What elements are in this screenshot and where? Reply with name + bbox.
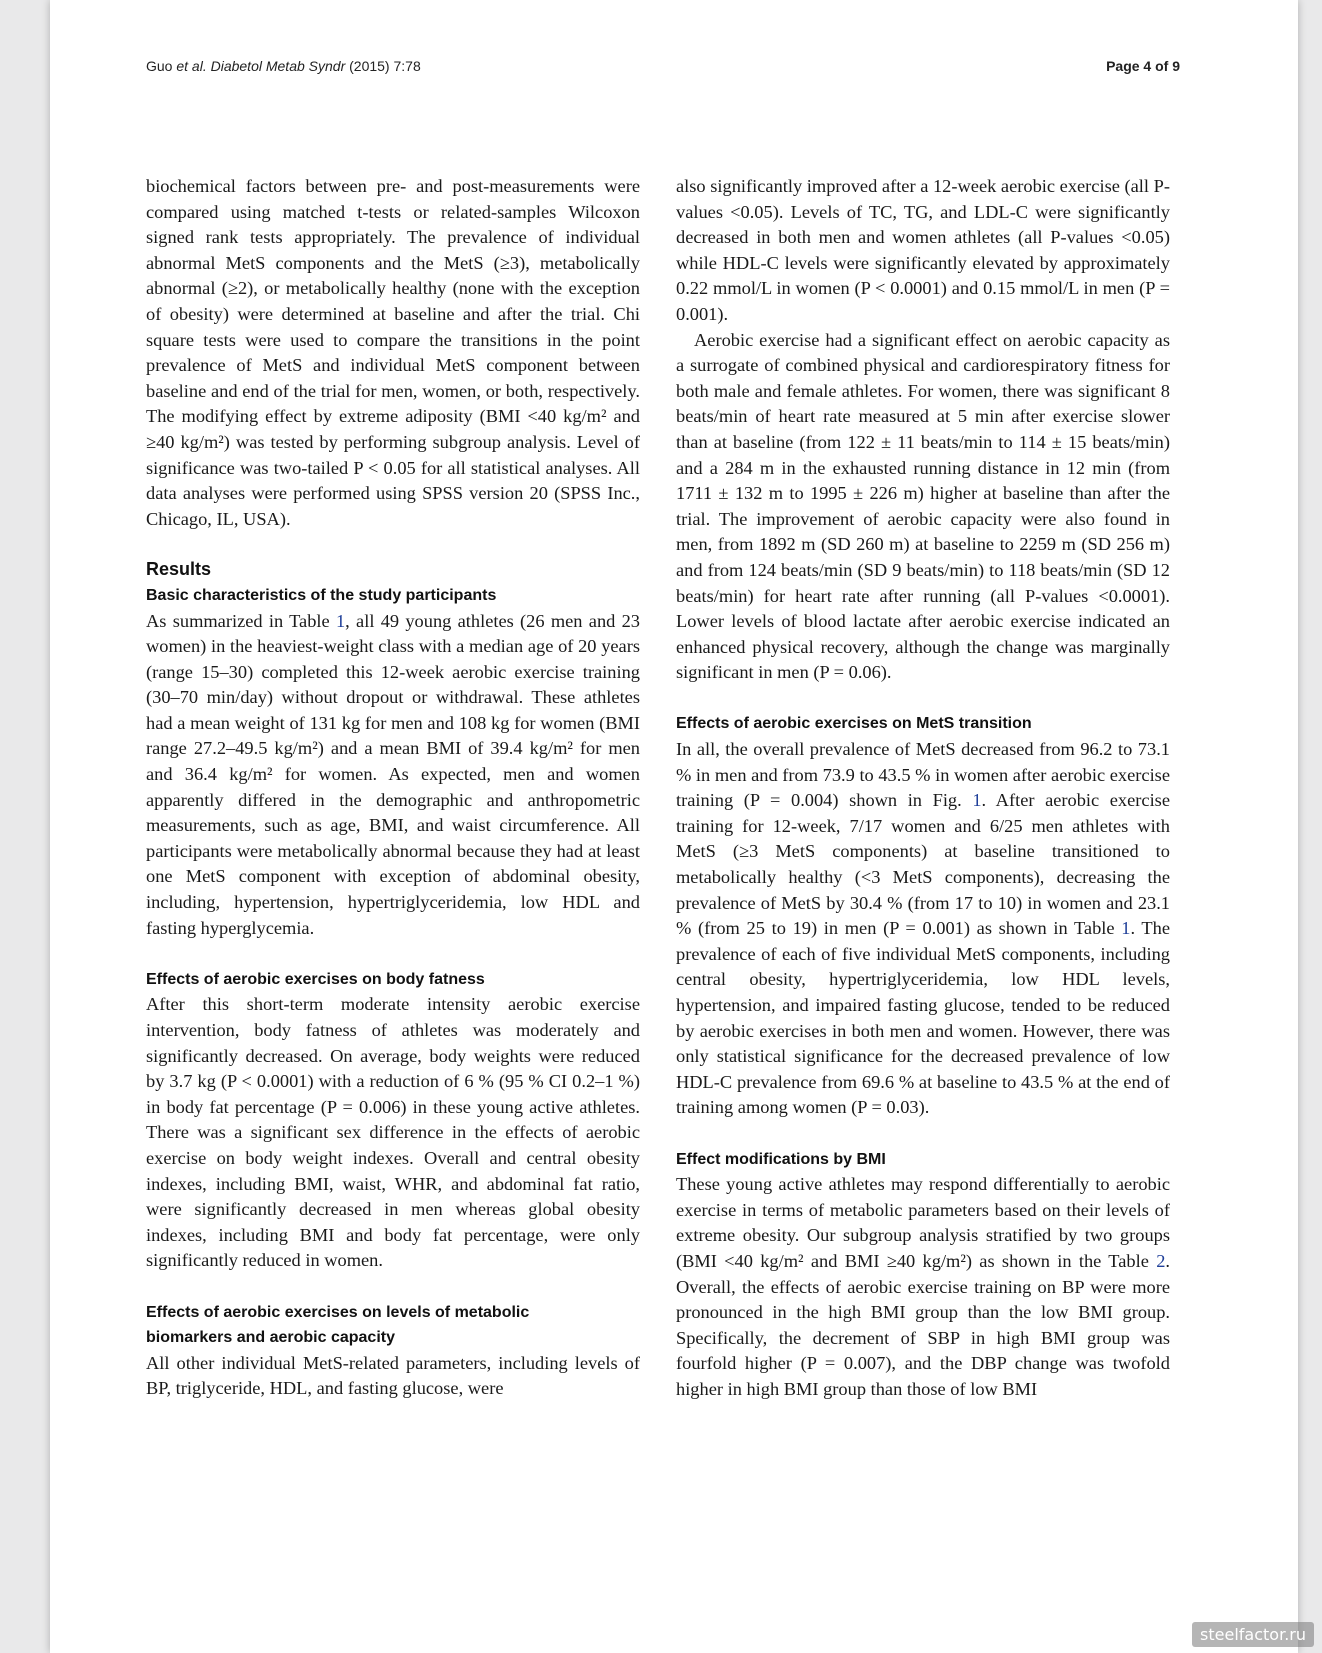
table-1-link[interactable]: 1 (335, 610, 346, 631)
spacer (676, 1121, 1170, 1147)
figure-1-link[interactable]: 1 (972, 790, 982, 811)
aerobic-capacity-paragraph: Aerobic exercise had a significant effect on aerobic capacity as a surrogate of combined physical and cardiorespiratory fitness for both male and female athletes. For women, there was significant 8 beats/min of heart rate measured at 5 min after exercise slower than at baseline (from 122 ± 11 beats/min to 114 ± 15 beats/min) and a 284 m in the exhausted running distance in 12 min (from 1711 ± 132 m to 1995 ± 226 m) higher at baseline than after the trial. The improvement of aerobic capacity were also found in men, from 1892 m (SD 260 m) at baseline to 2259 m (SD 256 m) and from 124 beats/min (SD 9 beats/min) to 118 beats/min (SD 12 beats/min) for heart rate after running (all P-values <0.0001). Lower levels of blood lactate after aerobic exercise indicated an enhanced physical recovery, although the change was marginally significant in men (P = 0.06). (676, 329, 1170, 683)
results-heading: Results (146, 559, 212, 580)
mets-transition-heading: Effects of aerobic exercises on MetS transition (676, 715, 1032, 733)
basic-characteristics-heading: Basic characteristics of the study participants (146, 586, 497, 604)
page-number: Page 4 of 9 (1106, 58, 1180, 74)
methods-paragraph: biochemical factors between pre- and post-measurements were compared using matched t-tests or related-samples Wilcoxon signed rank tests appropriately. The prevalence of individual abnormal MetS components and the MetS (≥3), metabolically abnormal (≥2), or metabolically healthy (none with the exception of obesity) were determined at baseline and after the trial. Chi square tests were used to compare the transitions in the point prevalence of MetS and individual MetS component between baseline and end of the trial for men, women, or both, respectively. The modifying effect by extreme adiposity (BMI <40 kg/m² and ≥40 kg/m²) was tested by performing subgroup analysis. Level of significance was two-tailed P < 0.05 for all statistical analyses. All data analyses were performed using SPSS version 20 (SPSS Inc., Chicago, IL, USA). (146, 176, 640, 529)
watermark: steelfactor.ru (1192, 1622, 1314, 1647)
journal-citation: Guo et al. Diabetol Metab Syndr (2015) 7:78 (146, 58, 421, 74)
bmi-modification-paragraph: These young active athletes may respond differentially to aerobic exercise in terms of metabolic parameters based on their levels of extreme obesity. Our subgroup analysis stratified by two groups (BMI <40 kg/m² and BMI ≥40 kg/m²) as shown in the Table 2. Overall, the effects of aerobic exercise training on BP were more pronounced in the high BMI group than the low BMI group. Specifically, the decrement of SBP in high BMI group was fourfold higher (P = 0.007), and the DBP change was twofold higher in high BMI group than those of low BMI (676, 1174, 1170, 1399)
lipids-paragraph: also significantly improved after a 12-week aerobic exercise (all P-values <0.05). Levels of TC, TG, and LDL-C were significantly decreased in both men and women athletes (all P-values <0.05) while HDL-C levels were significantly elevated by approximately 0.22 mmol/L in women (P < 0.0001) and 0.15 mmol/L in men (P = 0.001). (676, 176, 1170, 324)
table-1-link[interactable]: 1 (1121, 918, 1131, 939)
mets-transition-paragraph: In all, the overall prevalence of MetS decreased from 96.2 to 73.1 % in men and from 73.9 to 43.5 % in women after aerobic exercise training (P = 0.004) shown in Fig. 1. After aerobic exercise training for 12-week, 7/17 women and 6/25 men athletes with MetS (≥3 MetS components) at baseline transitioned to metabolically healthy (<3 MetS components), decreasing the prevalence of MetS by 30.4 % (from 17 to 10) in women and 23.1 % (from 25 to 19) in men (P = 0.001) as shown in Table 1. The prevalence of each of five individual MetS components, including central obesity, hypertriglyceridemia, low HDL levels, hypertension, and impaired fasting glucose, tended to be reduced by aerobic exercises in both men and women. However, there was only statistical significance for the decreased prevalence of low HDL-C prevalence from 69.6 % at baseline to 43.5 % at the end of training among women (P = 0.03). (676, 739, 1171, 1118)
paper-page (50, 0, 1298, 1653)
bmi-modification-heading: Effect modifications by BMI (676, 1150, 886, 1168)
spacer (146, 1274, 640, 1300)
spacer (146, 941, 640, 967)
body-fatness-paragraph: After this short-term moderate intensity aerobic exercise intervention, body fatness of athletes was moderately and significantly decreased. On average, body weights were reduced by 3.7 kg (P < 0.0001) with a reduction of 6 % (95 % CI 0.2–1 %) in body fat percentage (P = 0.006) in these young active athletes. There was a significant sex difference in the effects of aerobic exercise on body weight indexes. Overall and central obesity indexes, including BMI, waist, WHR, and abdominal fat ratio, were significantly decreased in men whereas global obesity indexes, including BMI and body fat percentage, were only significantly reduced in women. (146, 994, 640, 1271)
left-column (146, 174, 640, 1402)
basic-characteristics-paragraph: As summarized in Table 1, all 49 young athletes (26 men and 23 women) in the heaviest-weight class with a median age of 20 years (range 15–30) completed this 12-week aerobic exercise training (30–70 min/day) without dropout or withdrawal. These athletes had a mean weight of 131 kg for men and 108 kg for women (BMI range 27.2–49.5 kg/m²) and a mean BMI of 39.4 kg/m² for men and 36.4 kg/m² for women. As expected, men and women apparently differed in the demographic and anthropometric measurements, such as age, BMI, and waist circumference. All participants were metabolically abnormal because they had at least one MetS component with exception of abdominal obesity, including, hypertension, hypertriglyceridemia, low HDL and fasting hyperglycemia. (146, 610, 640, 938)
biomarkers-heading: Effects of aerobic exercises on levels of metabolic biomarkers and aerobic capacity (146, 1303, 530, 1347)
right-column (676, 174, 1170, 1403)
biomarkers-paragraph: All other individual MetS-related parameters, including levels of BP, triglyceride, HDL, and fasting glucose, were (146, 1352, 640, 1399)
body-fatness-heading: Effects of aerobic exercises on body fatness (146, 970, 485, 988)
table-2-link[interactable]: 2 (1156, 1250, 1166, 1271)
spacer (676, 686, 1170, 712)
journal-citation-italic: et al. Diabetol Metab Syndr (176, 58, 346, 74)
